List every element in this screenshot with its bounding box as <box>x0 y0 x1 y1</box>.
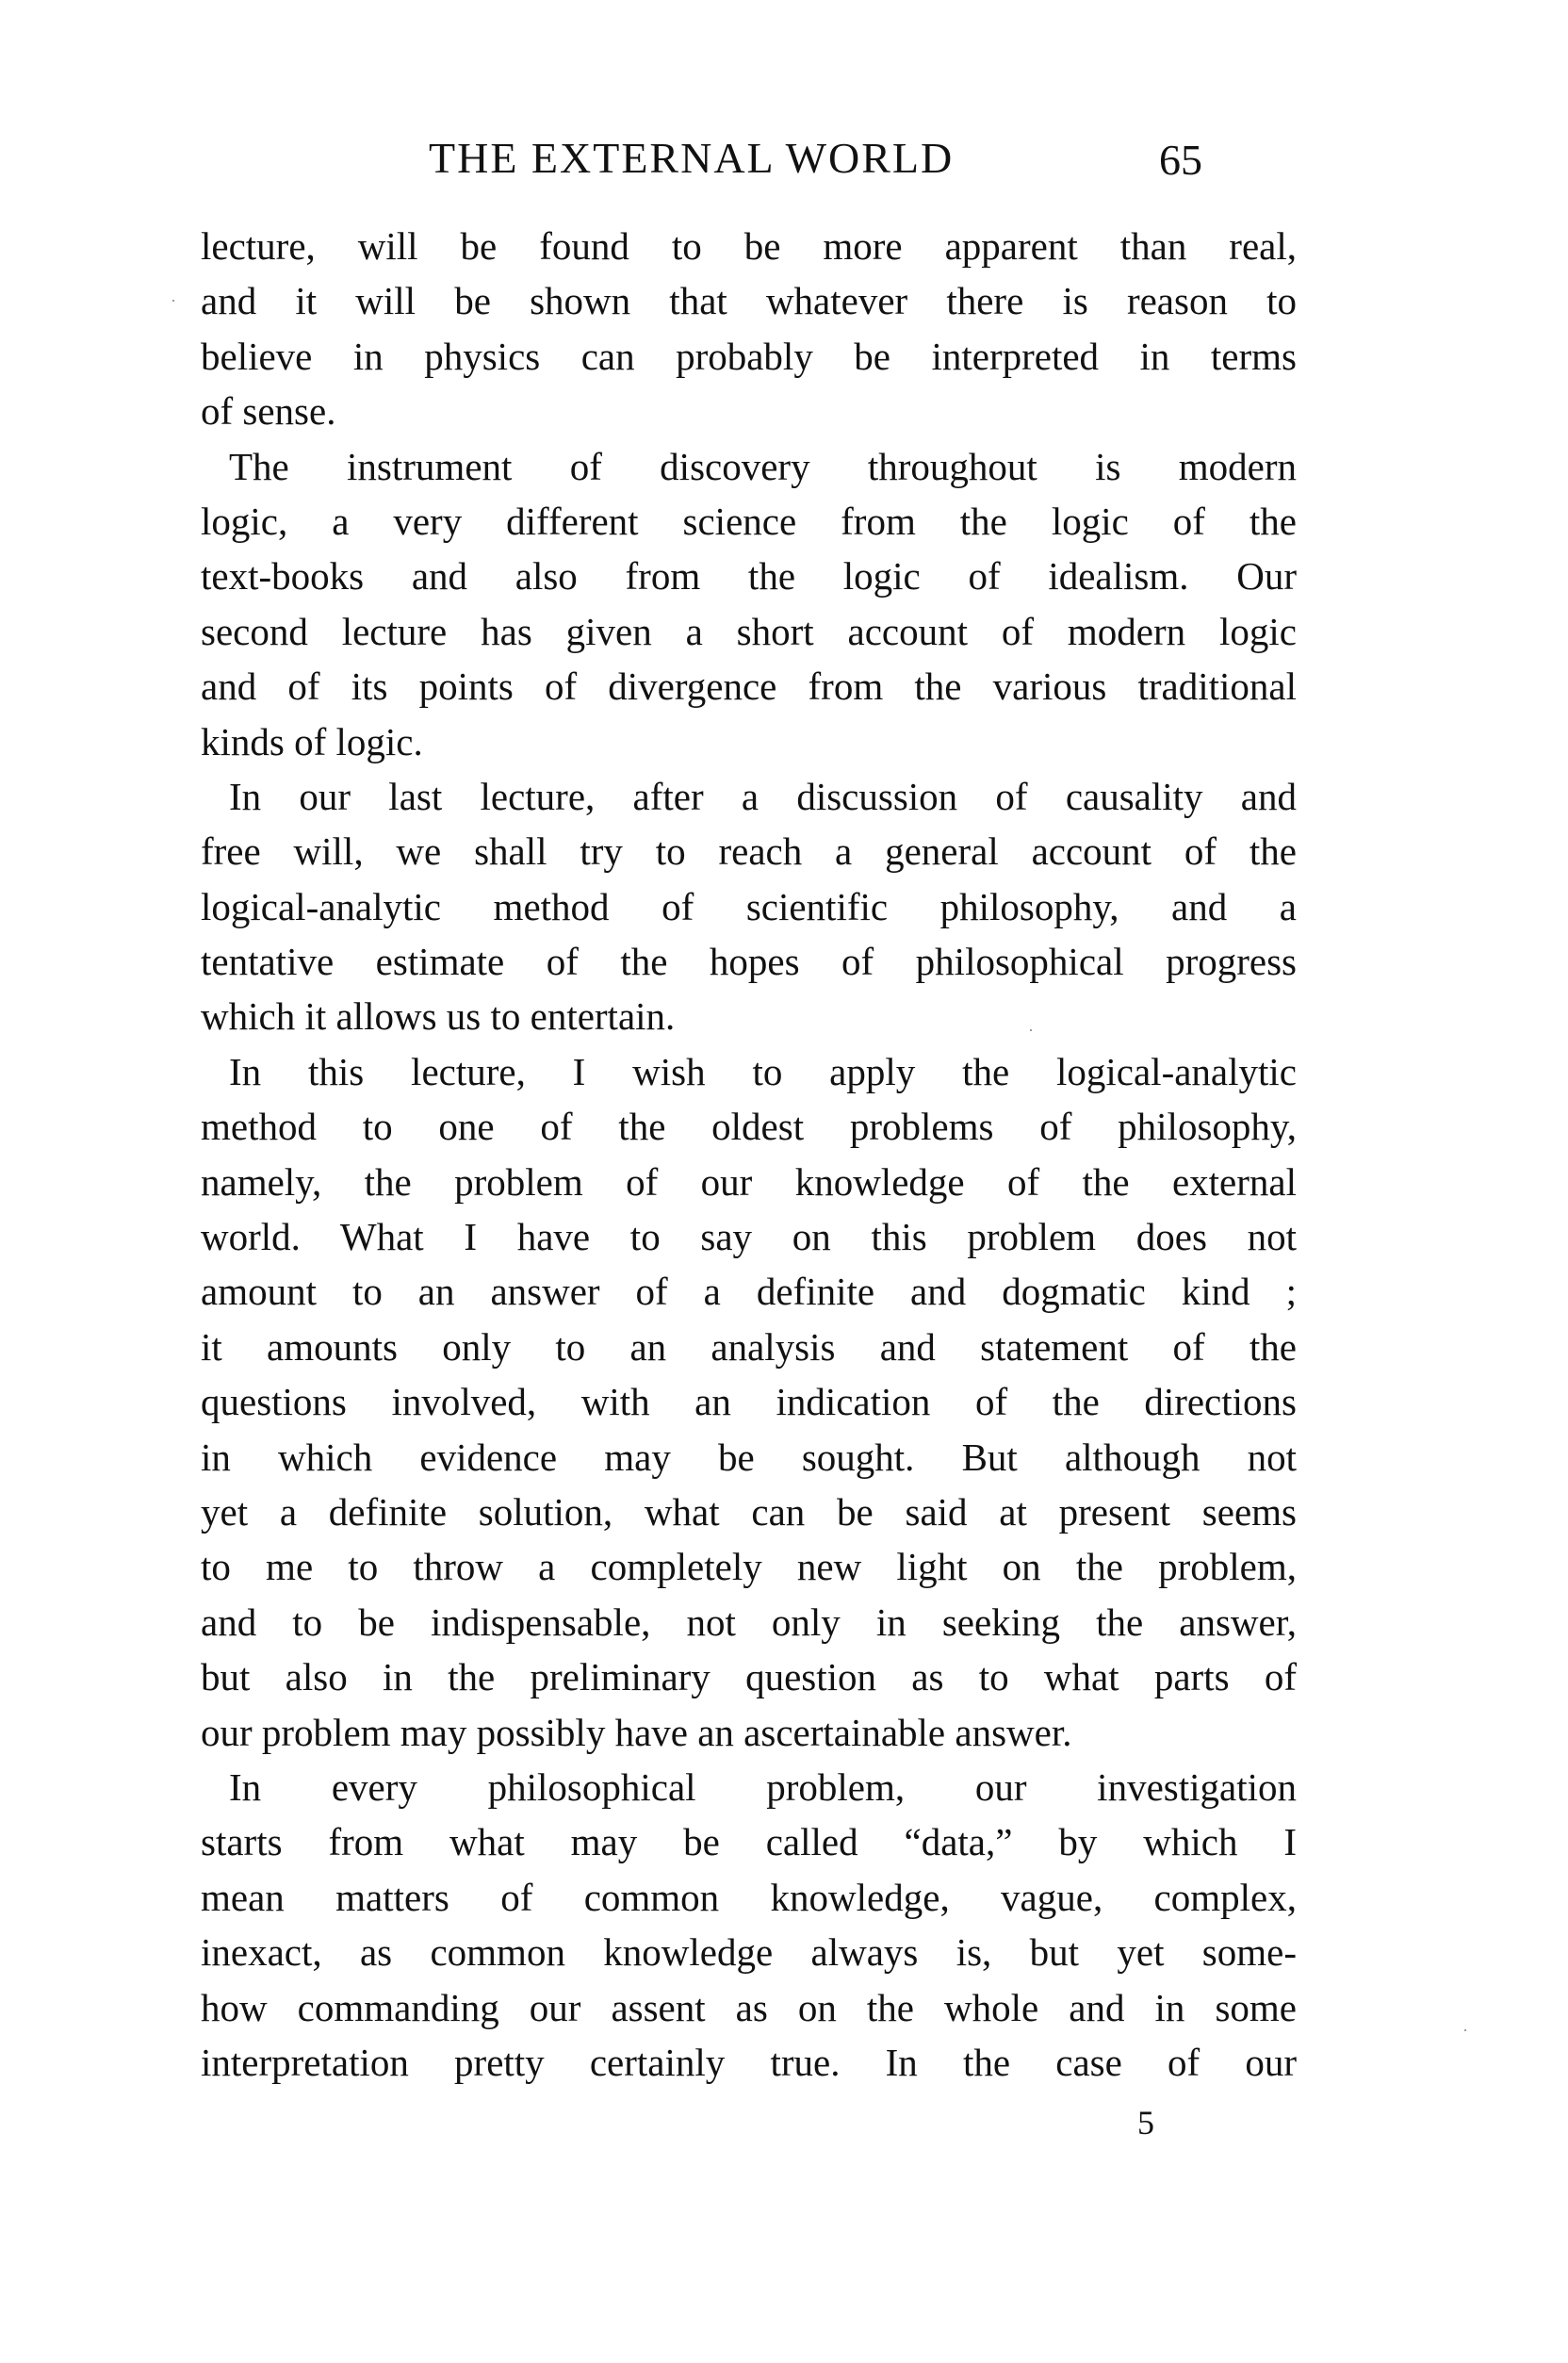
text-line: it amounts only to an analysis and statement of the <box>201 1324 1297 1369</box>
text-line: The instrument of discovery throughout is modern <box>229 444 1297 488</box>
text-line: and it will be shown that whatever there is reason to <box>201 279 1297 323</box>
text-line: free will, we shall try to reach a general account of the <box>201 829 1297 874</box>
text-line: inexact, as common knowledge always is, but yet some- <box>201 1930 1297 1975</box>
text-line: and to be indispensable, not only in seeking the answer, <box>201 1600 1297 1644</box>
scan-speck <box>1030 1029 1032 1031</box>
text-line: believe in physics can probably be interpreted in terms <box>201 334 1297 378</box>
text-line: method to one of the oldest problems of philosophy, <box>201 1105 1297 1149</box>
paragraph <box>201 219 1297 439</box>
text-line: in which evidence may be sought. But although not <box>201 1435 1297 1479</box>
text-line: starts from what may be called “data,” by which I <box>201 1820 1297 1864</box>
text-line: second lecture has given a short account of modern logic <box>201 609 1297 653</box>
text-line: questions involved, with an indication of the directions <box>201 1380 1297 1424</box>
text-line: logic, a very different science from the logic of the <box>201 499 1297 543</box>
text-line: In our last lecture, after a discussion of causality and <box>229 774 1297 818</box>
text-line: world. What I have to say on this problem does not <box>201 1215 1297 1259</box>
paragraph <box>201 1760 1297 2090</box>
text-line: to me to throw a completely new light on the problem, <box>201 1545 1297 1589</box>
text-line: text-books and also from the logic of idealism. Our <box>201 554 1297 599</box>
text-line: tentative estimate of the hopes of philosophical progress <box>201 940 1297 984</box>
text-line: interpretation pretty certainly true. In the case of our <box>201 2040 1297 2084</box>
text-line: amount to an answer of a definite and dogmatic kind ; <box>201 1270 1297 1314</box>
text-line: how commanding our assent as on the whole and in some <box>201 1985 1297 2029</box>
paragraph <box>201 769 1297 1044</box>
text-line: which it allows us to entertain. <box>201 994 676 1039</box>
paragraph <box>201 439 1297 769</box>
scan-speck <box>1464 2029 1466 2031</box>
text-line: In this lecture, I wish to apply the logical-analytic <box>229 1049 1297 1093</box>
paragraph <box>201 1044 1297 1760</box>
scan-speck <box>172 300 174 302</box>
text-line: lecture, will be found to be more apparent than real, <box>201 224 1297 268</box>
text-line: but also in the preliminary question as to what parts of <box>201 1655 1297 1699</box>
text-line: and of its points of divergence from the various traditional <box>201 665 1297 709</box>
running-title: THE EXTERNAL WORLD <box>429 134 955 182</box>
signature-mark: 5 <box>1137 2104 1154 2141</box>
text-line: mean matters of common knowledge, vague, complex, <box>201 1875 1297 1919</box>
text-line: logical-analytic method of scientific philosophy, and a <box>201 884 1297 928</box>
body-text <box>201 219 1297 2090</box>
text-line: namely, the problem of our knowledge of the external <box>201 1159 1297 1204</box>
text-line: kinds of logic. <box>201 719 423 763</box>
text-line: In every philosophical problem, our investigation <box>229 1764 1297 1809</box>
page-number: 65 <box>1159 136 1202 184</box>
text-line: our problem may possibly have an ascertainable answer. <box>201 1710 1072 1754</box>
text-line: of sense. <box>201 389 336 434</box>
text-line: yet a definite solution, what can be said at present seems <box>201 1489 1297 1534</box>
